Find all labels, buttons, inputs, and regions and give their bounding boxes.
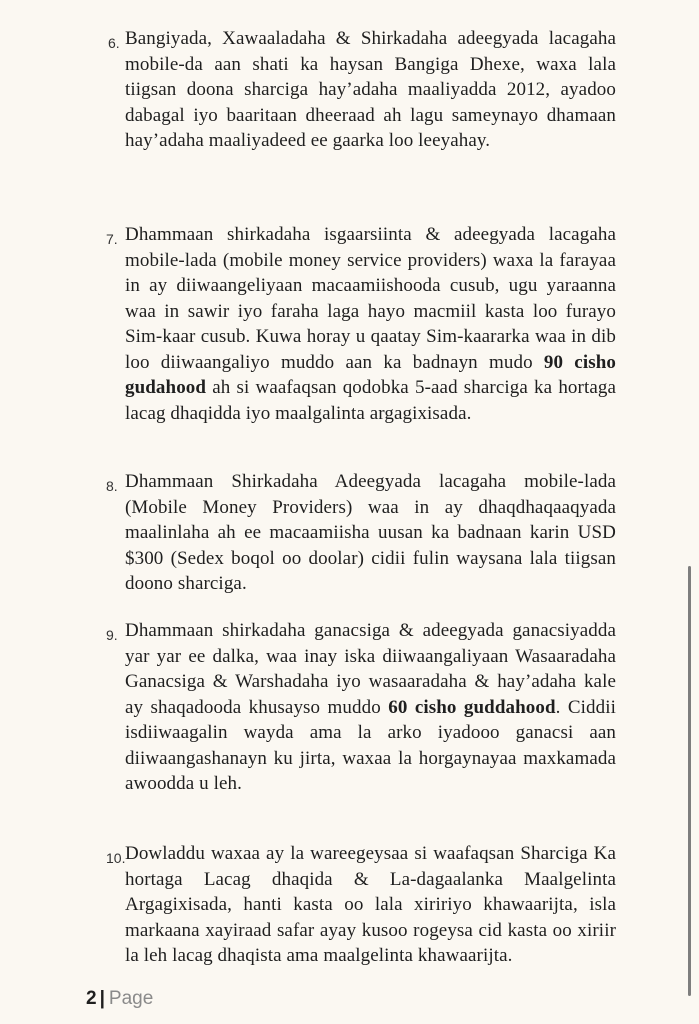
text-segment: Dhammaan Shirkadaha Adeegyada lacagaha mobile-lada (Mobile Money Providers) waa in ay dhaqdhaqaaqyada maalinlaha ah ee macaamiisha uusan ka badnaan karin USD $300 (Sedex boqol oo doolar) cidii fulin waysana lala tiigsan doono sharciga.: [125, 471, 616, 594]
text-segment: Dhammaan shirkadaha ganacsiga & adeegyada ganacsiyadda yar yar ee dalka, waa inay iska diiwaangaliyaan Wasaaradaha Ganacsiga & Warshadaha iyo wasaaradaha & hay’adaha kale ay shaqadooda khusayso muddo: [125, 620, 616, 718]
page-footer: [86, 988, 153, 1010]
item-number: 8.: [106, 478, 118, 494]
scrollbar-thumb[interactable]: [688, 566, 691, 996]
text-segment: ah si waafaqsan qodobka 5-aad sharciga ka hortaga lacag dhaqidda iyo maalgalinta argagixisada.: [125, 377, 616, 424]
text-segment: Dowladdu waxaa ay la wareegeysaa si waafaqsan Sharciga Ka hortaga Lacag dhaqida & La-dagaalanka Maalgelinta Argagixisada, hanti kasta oo lala xiririyo khawaarijta, isla markaana xayiraad safar ayay kusoo rogeysa cid kasta oo xiriir la leh lacag dhaqista ama maalgelinta khawaarijta.: [125, 843, 616, 966]
paragraph-item-7: [125, 222, 616, 426]
paragraph-item-8: [125, 469, 616, 597]
text-segment: . Ciddii isdiiwaagalin wayda ama la arko iyadooo ganacsi aan diiwaangashanayn ku jirta, waxaa la horgaynayaa maxkamada awoodda u leh.: [125, 696, 616, 794]
item-number: 6.: [108, 35, 120, 51]
item-number: 10.: [106, 850, 126, 866]
bold-text-segment: 90 cisho gudahood: [125, 351, 616, 398]
paragraph-item-9: [125, 618, 616, 797]
bold-text-segment: 60 cisho guddahood: [388, 696, 556, 718]
footer-separator: |: [99, 988, 105, 1009]
paragraph-item-10: [125, 841, 616, 969]
page-number: 2: [86, 988, 97, 1009]
item-number: 9.: [106, 627, 118, 643]
item-number: 7.: [106, 231, 118, 247]
page-label: Page: [108, 988, 154, 1009]
text-segment: Bangiyada, Xawaaladaha & Shirkadaha adeegyada lacagaha mobile-da aan shati ka haysan Bangiga Dhexe, waxa lala tiigsan doona sharciga hay’adaha maaliyadda 2012, ayadoo dabagal iyo baaritaan dheeraad ah lagu sameynayo dhamaan hay’adaha maaliyadeed ee gaarka loo leeyahay.: [125, 28, 616, 151]
paragraph-item-6: [125, 26, 616, 154]
text-segment: Dhammaan shirkadaha isgaarsiinta & adeegyada lacagaha mobile-lada (mobile money service providers) waxa la farayaa in ay diiwaangeliyaan macaamiishooda cusub, ugu yaraanna waa in sawir iyo faraha laga hayo macmiil kasta loo furayo Sim-kaar cusub. Kuwa horay u qaatay Sim-kaararka waa in dib loo diiwaangaliyo muddo aan ka badnayn mudo: [125, 224, 616, 373]
